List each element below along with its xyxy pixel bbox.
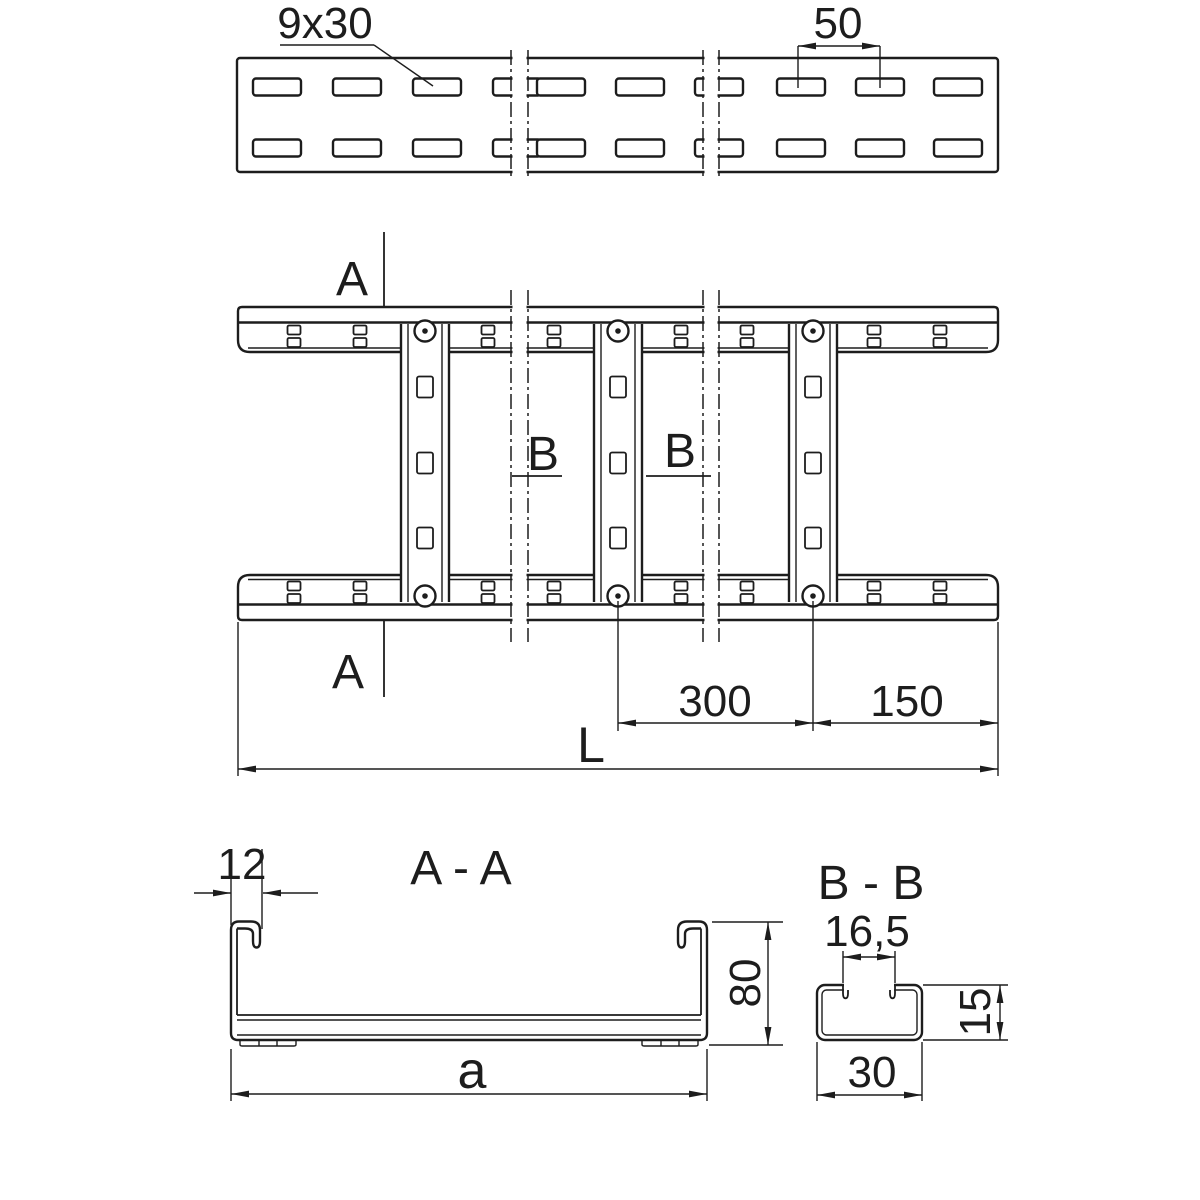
- section-a-label-bottom: A: [331, 646, 365, 699]
- hole-pitch-label: 50: [813, 0, 863, 48]
- lip-width-dimension: [194, 840, 318, 929]
- rung: [593, 324, 643, 602]
- rung: [788, 324, 838, 602]
- end-offset-label: 150: [870, 677, 944, 726]
- section-aa-title: A - A: [410, 842, 512, 895]
- height-label-bb: 15: [951, 987, 1000, 1037]
- rivet: [415, 586, 436, 607]
- slot-size-label: 9x30: [277, 0, 373, 48]
- section-b-label-left: B: [526, 428, 560, 481]
- width-dimension-bb: [817, 1042, 922, 1101]
- rivet: [415, 321, 436, 342]
- section-bb-view: [817, 857, 1008, 1101]
- left-lip: [231, 922, 260, 948]
- section-a-label-top: A: [335, 253, 369, 306]
- length-label: L: [577, 717, 605, 773]
- leader-line: [374, 45, 433, 86]
- right-lip: [678, 922, 707, 948]
- hole-pitch-dimension: [798, 0, 880, 88]
- width-label-bb: 30: [847, 1048, 897, 1097]
- height-dimension-bb: [923, 985, 1008, 1040]
- slot-width-label: 16,5: [824, 907, 910, 956]
- width-dimension-aa: [231, 1042, 707, 1101]
- height-label-aa: 80: [721, 958, 770, 1008]
- rung: [400, 324, 450, 602]
- lip-width-label: 12: [217, 840, 267, 889]
- height-dimension-aa: [709, 922, 783, 1045]
- section-aa-view: [194, 840, 783, 1101]
- section-a-marker: [332, 232, 384, 699]
- ladder-plan-view: [238, 232, 998, 776]
- section-bb-title: B - B: [817, 857, 925, 910]
- rung-pitch-label: 300: [678, 677, 752, 726]
- slot-width-dimension: [824, 907, 910, 983]
- section-b-label-right: B: [663, 425, 697, 478]
- rivet: [803, 321, 824, 342]
- slot-row-top: [253, 79, 982, 96]
- rivet: [608, 321, 629, 342]
- slot-size-callout: [277, 0, 433, 86]
- side-rail-top-view: [237, 0, 998, 180]
- rung-profile: [817, 981, 922, 1041]
- width-label-aa: a: [457, 1042, 487, 1100]
- tray-profile: [231, 922, 707, 1047]
- slot-row-bottom: [253, 140, 982, 157]
